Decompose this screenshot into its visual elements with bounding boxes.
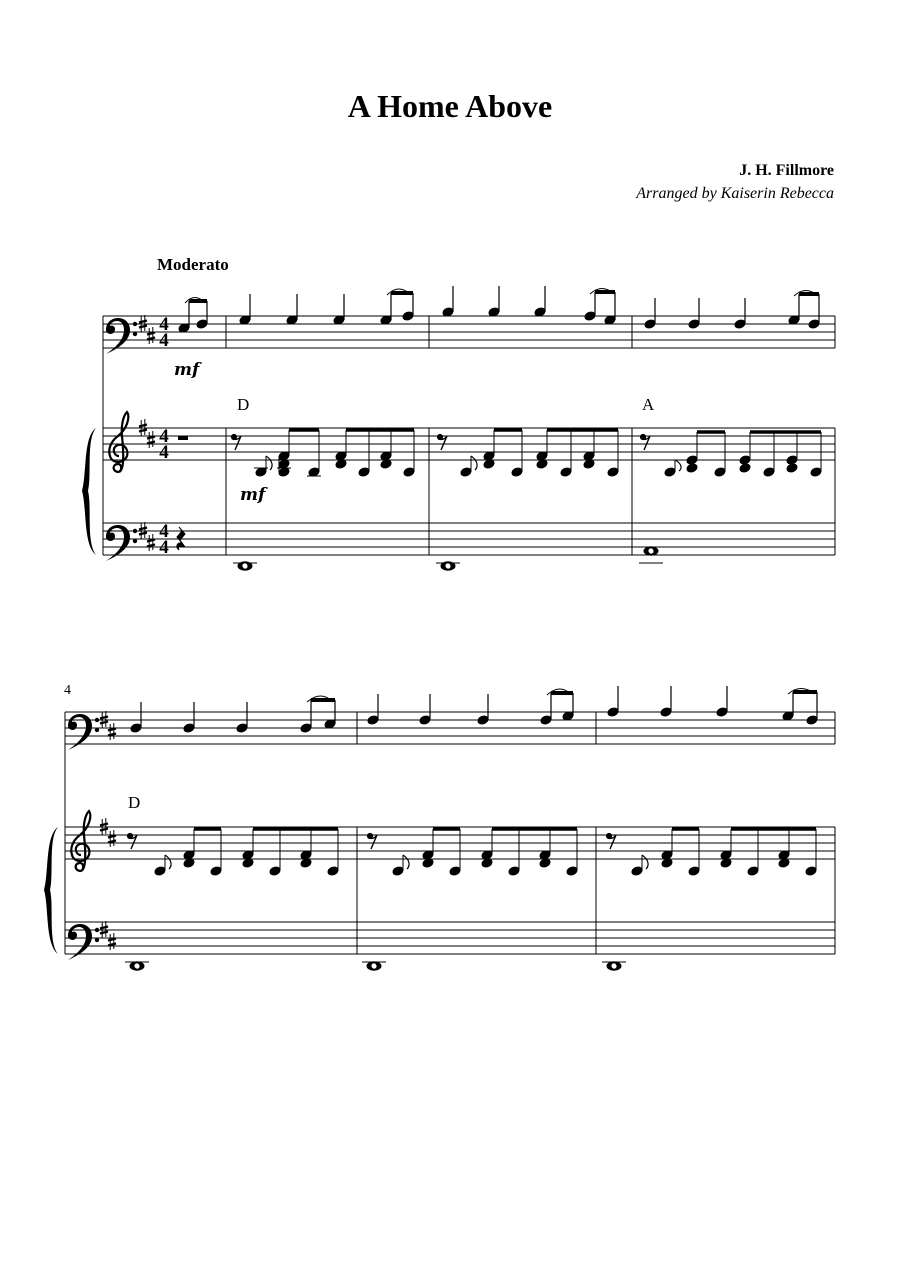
treble-notes-system-1 xyxy=(176,430,822,477)
dynamic-marking: mf xyxy=(240,485,266,505)
bass-clef-icon xyxy=(68,714,99,750)
treble-notes-system-2 xyxy=(127,829,817,876)
svg-text:4: 4 xyxy=(159,521,169,542)
measure-number: 4 xyxy=(64,683,71,698)
chord-symbol: D xyxy=(128,793,141,812)
svg-text:4: 4 xyxy=(159,426,169,447)
bass-clef-icon xyxy=(68,924,99,960)
svg-text:4: 4 xyxy=(159,442,169,463)
piano-brace-2 xyxy=(44,827,58,954)
treble-clef-icon xyxy=(71,811,90,871)
bass-clef-icon xyxy=(106,318,137,354)
system-2-treble-staff xyxy=(65,827,835,859)
system-1-solo-staff xyxy=(103,316,835,348)
key-signature-sharps xyxy=(100,711,116,950)
arranger: Arranged by Kaiserin Rebecca xyxy=(636,185,834,202)
system-2-bass-staff xyxy=(65,922,835,954)
solo-notes-system-1 xyxy=(178,286,820,333)
system-2-barlines xyxy=(65,712,835,954)
bass-notes-system-1 xyxy=(177,527,663,570)
composer: J. H. Fillmore xyxy=(739,162,834,179)
piano-brace-1 xyxy=(82,428,96,555)
tempo-marking: Moderato xyxy=(157,255,229,274)
page-title: A Home Above xyxy=(347,88,553,124)
chord-symbol: A xyxy=(642,395,655,414)
bass-clef-icon xyxy=(106,525,137,561)
treble-clef-icon xyxy=(109,412,128,472)
time-signature xyxy=(159,314,169,558)
dynamic-marking: mf xyxy=(174,360,200,380)
svg-text:4: 4 xyxy=(159,314,169,335)
system-1-bass-staff xyxy=(103,523,835,555)
svg-text:4: 4 xyxy=(159,330,169,351)
key-signature-sharps xyxy=(139,315,155,551)
chord-symbol: D xyxy=(237,395,250,414)
svg-text:4: 4 xyxy=(159,537,169,558)
bass-notes-system-2 xyxy=(125,962,626,971)
system-2-solo-staff xyxy=(65,712,835,744)
solo-notes-system-2 xyxy=(130,686,818,733)
